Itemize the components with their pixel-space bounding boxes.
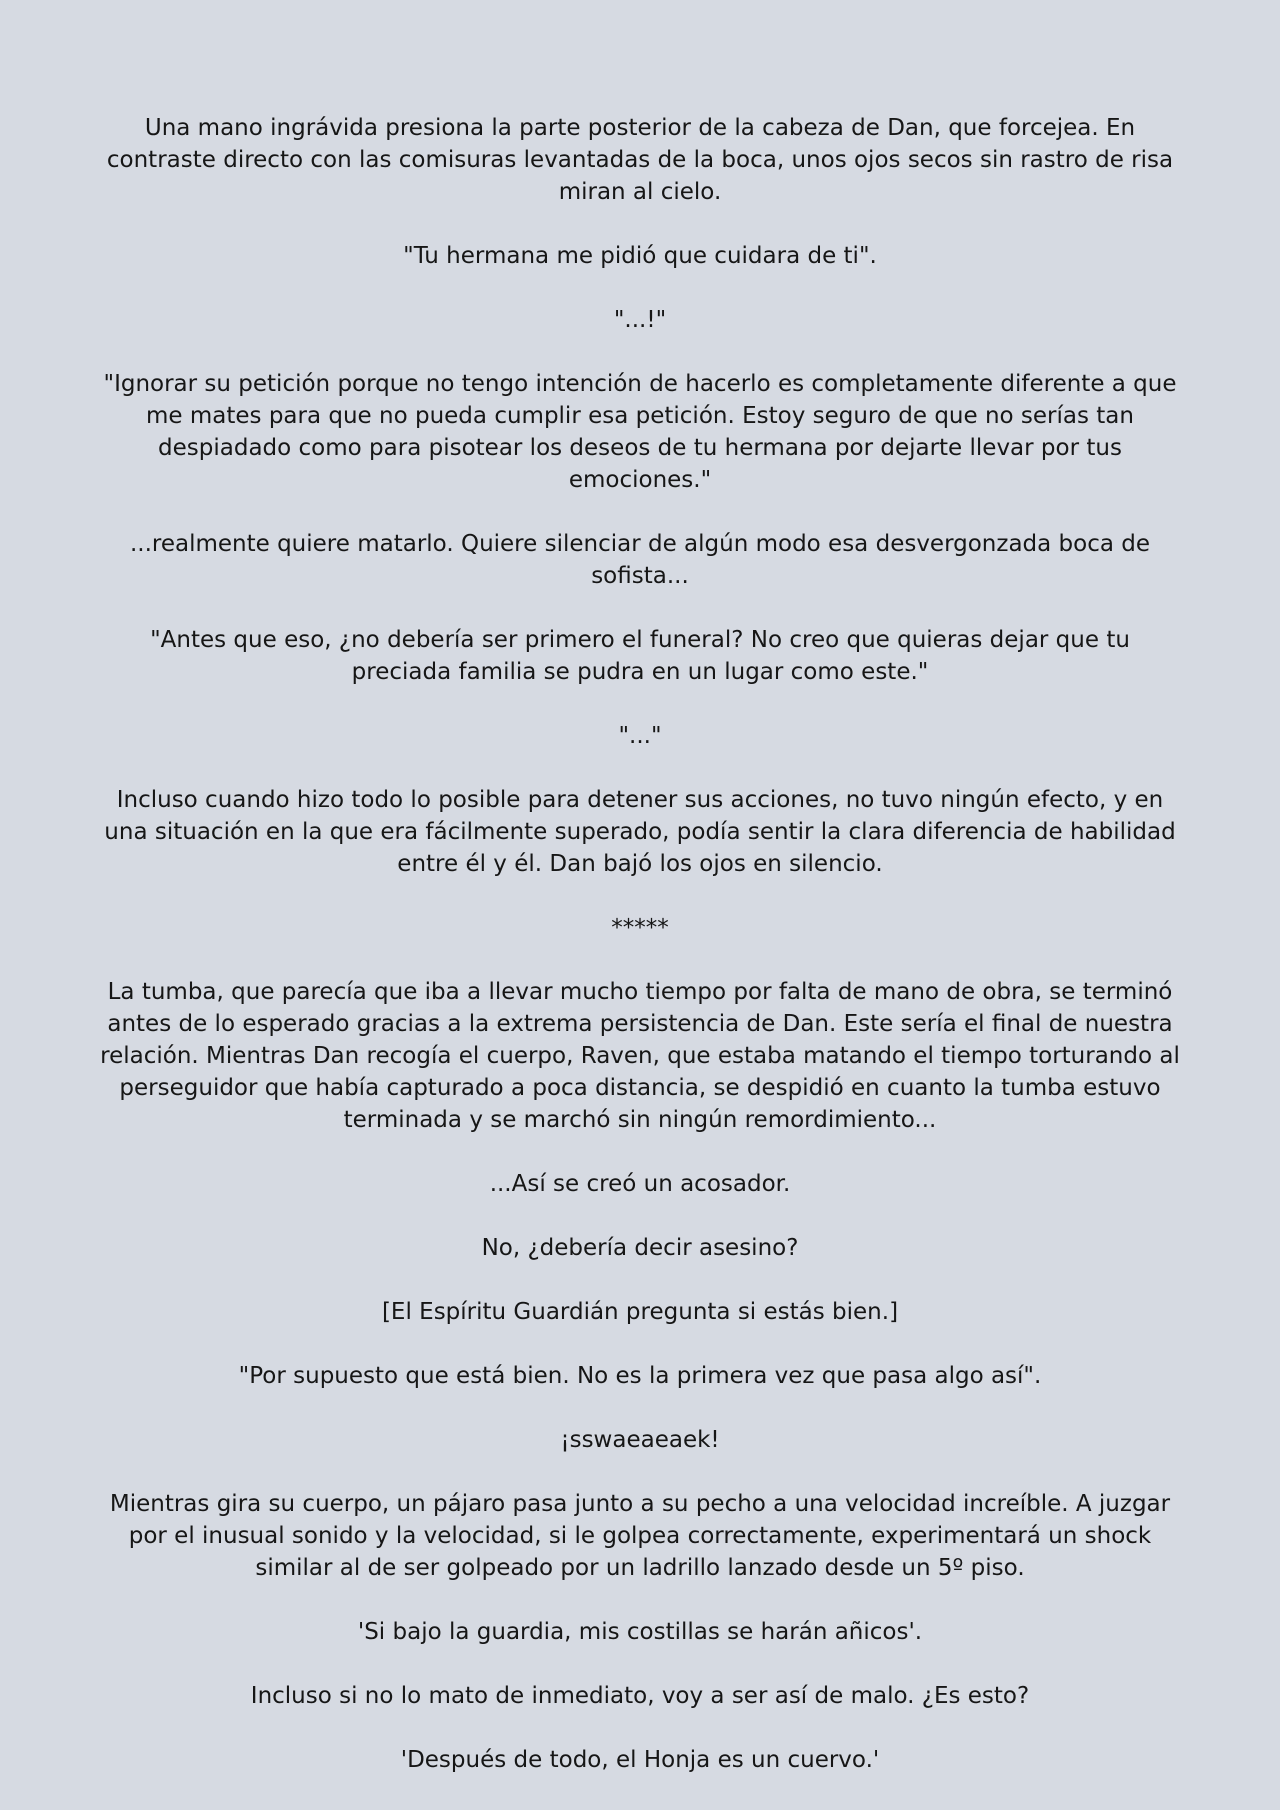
paragraph: Una mano ingrávida presiona la parte posterior de la cabeza de Dan, que forcejea. En contraste directo con las comisuras levantadas de la boca, unos ojos secos sin rastro de risa miran al cielo.: [106, 115, 1174, 205]
dialogue-line: "...!": [613, 307, 667, 333]
sound-effect: ¡sswaeaeaek!: [560, 1427, 720, 1453]
paragraph: La tumba, que parecía que iba a llevar mucho tiempo por falta de mano de obra, se terminó antes de lo esperado gracias a la extrema persistencia de Dan. Este sería el final de nuestra relación. Mientras Dan recogía el cuerpo, Raven, que estaba matando el tiempo torturando al perseguidor que había capturado a poca distancia, se despidió en cuanto la tumba estuvo terminada y se marchó sin ningún remordimiento...: [100, 979, 1180, 1133]
thought-line: 'Si bajo la guardia, mis costillas se harán añicos'.: [357, 1619, 923, 1645]
scene-break: *****: [611, 915, 669, 941]
dialogue-line: "Por supuesto que está bien. No es la primera vez que pasa algo así".: [238, 1363, 1042, 1389]
paragraph: Incluso si no lo mato de inmediato, voy a ser así de malo. ¿Es esto?: [250, 1683, 1030, 1709]
story-text: [100, 112, 1180, 1808]
system-message: [El Espíritu Guardián pregunta si estás bien.]: [381, 1299, 899, 1325]
dialogue-line: "Antes que eso, ¿no debería ser primero el funeral? No creo que quieras dejar que tu preciada familia se pudra en un lugar como este.": [150, 627, 1130, 685]
paragraph: ...Así se creó un acosador.: [489, 1171, 791, 1197]
paragraph: No, ¿debería decir asesino?: [481, 1235, 799, 1261]
paragraph: Mientras gira su cuerpo, un pájaro pasa junto a su pecho a una velocidad increíble. A juzgar por el inusual sonido y la velocidad, si le golpea correctamente, experimentará un shock similar al de ser golpeado por un ladrillo lanzado desde un 5º piso.: [109, 1491, 1171, 1581]
thought-line: 'Después de todo, el Honja es un cuervo.': [400, 1747, 880, 1773]
paragraph: ...realmente quiere matarlo. Quiere silenciar de algún modo esa desvergonzada boca de sofista...: [129, 531, 1151, 589]
paragraph: Incluso cuando hizo todo lo posible para detener sus acciones, no tuvo ningún efecto, y en una situación en la que era fácilmente superado, podía sentir la clara diferencia de habilidad entre él y él. Dan bajó los ojos en silencio.: [104, 787, 1176, 877]
dialogue-line: "...": [618, 723, 662, 749]
dialogue-line: "Ignorar su petición porque no tengo intención de hacerlo es completamente diferente a que me mates para que no pueda cumplir esa petición. Estoy seguro de que no serías tan despiadado como para pisotear los deseos de tu hermana por dejarte llevar por tus emociones.": [103, 371, 1177, 493]
dialogue-line: "Tu hermana me pidió que cuidara de ti".: [403, 243, 877, 269]
